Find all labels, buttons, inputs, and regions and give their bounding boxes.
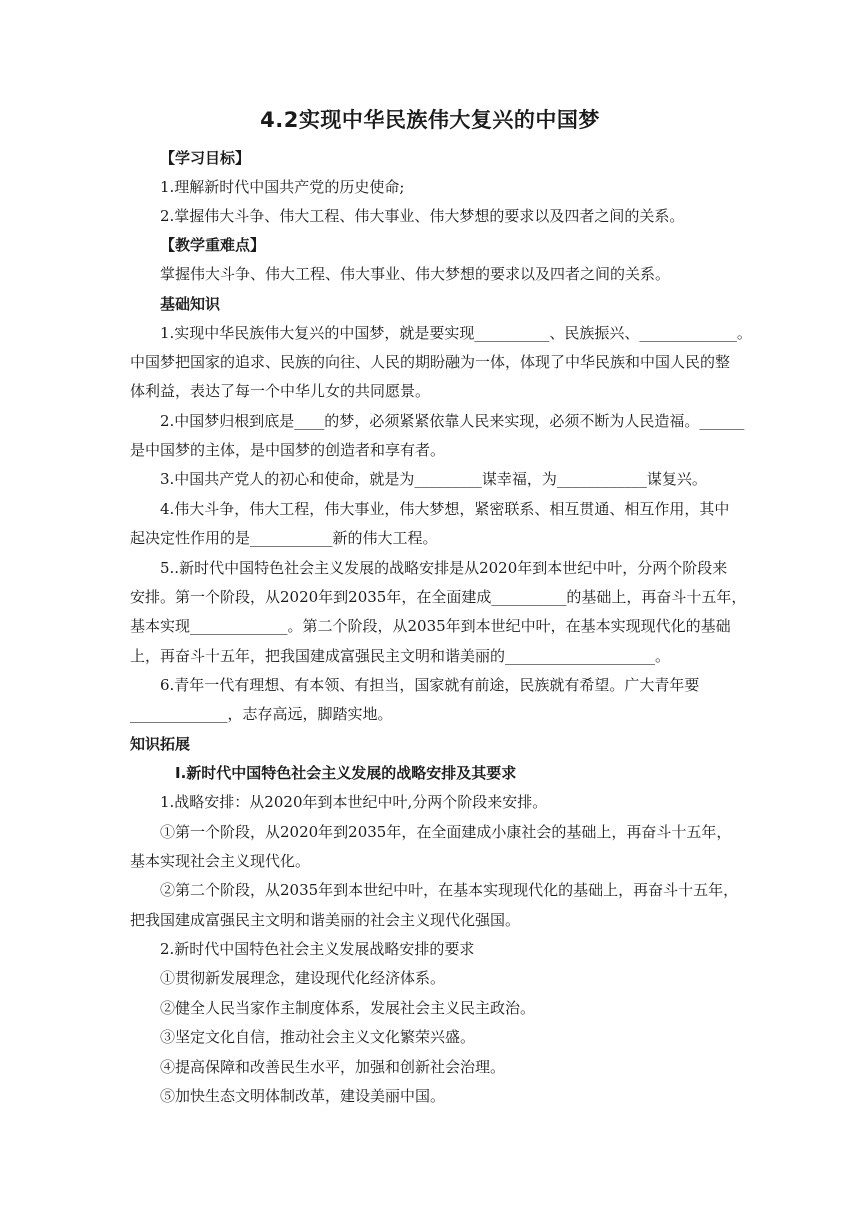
extension-heading: 知识拓展	[130, 735, 191, 753]
extension-line: 基本实现社会主义现代化。	[130, 852, 311, 870]
extension-line: ④提高保障和改善民生水平，加强和创新社会治理。	[160, 1058, 506, 1076]
extension-line: 2.新时代中国特色社会主义发展战略安排的要求	[160, 940, 475, 958]
basics-line: 6.青年一代有理想、有本领、有担当，国家就有前途，民族就有希望。广大青年要	[160, 676, 700, 694]
extension-line: 把我国建成富强民主文明和谐美丽的社会主义现代化强国。	[130, 911, 521, 929]
basics-line: 4.伟大斗争，伟大工程，伟大事业，伟大梦想，紧密联系、相互贯通、相互作用，其中	[160, 500, 730, 518]
basics-line: 3.中国共产党人的初心和使命，就是为_________谋幸福，为____________谋复兴。	[160, 470, 707, 488]
extension-line: ②健全人民当家作主制度体系，发展社会主义民主政治。	[160, 999, 536, 1017]
basics-line: 安排。第一个阶段，从2020年到2035年，在全面建成__________的基础上，再奋斗十五年，	[130, 588, 747, 606]
basics-line: 体利益，表达了每一个中华儿女的共同愿景。	[130, 382, 431, 400]
key-points-text: 掌握伟大斗争、伟大工程、伟大事业、伟大梦想的要求以及四者之间的关系。	[160, 265, 671, 283]
objective-item: 1.理解新时代中国共产党的历史使命;	[160, 178, 405, 196]
extension-line: ⑤加快生态文明体制改革，建设美丽中国。	[160, 1087, 446, 1105]
key-points-heading: 【教学重难点】	[160, 236, 266, 254]
basics-heading: 基础知识	[160, 295, 221, 313]
extension-line: 1.战略安排：从2020年到本世纪中叶,分两个阶段来安排。	[160, 793, 548, 811]
extension-line: ①贯彻新发展理念，建设现代化经济体系。	[160, 969, 446, 987]
basics-line: 2.中国梦归根到底是____的梦，必须紧紧依靠人民来实现，必须不断为人民造福。______	[160, 412, 745, 430]
basics-line: _____________，志存高远，脚踏实地。	[130, 705, 393, 723]
page-title: 4.2实现中华民族伟大复兴的中国梦	[260, 108, 600, 132]
extension-line: ③坚定文化自信，推动社会主义文化繁荣兴盛。	[160, 1028, 476, 1046]
basics-line: 基本实现_____________。第二个阶段，从2035年到本世纪中叶，在基本实现现代化的基础	[130, 617, 731, 635]
extension-line: ②第二个阶段，从2035年到本世纪中叶，在基本实现现代化的基础上，再奋斗十五年，	[160, 881, 739, 899]
basics-line: 5..新时代中国特色社会主义发展的战略安排是从2020年到本世纪中叶，分两个阶段来	[160, 559, 728, 577]
extension-line: ①第一个阶段，从2020年到2035年，在全面建成小康社会的基础上，再奋斗十五年，	[160, 823, 732, 841]
basics-line: 起决定性作用的是___________新的伟大工程。	[130, 529, 438, 547]
basics-line: 是中国梦的主体，是中国梦的创造者和享有者。	[130, 441, 446, 459]
objectives-heading: 【学习目标】	[160, 149, 251, 167]
extension-subheading: Ⅰ.新时代中国特色社会主义发展的战略安排及其要求	[175, 764, 517, 782]
basics-line: 上，再奋斗十五年，把我国建成富强民主文明和谐美丽的____________________。	[130, 647, 671, 665]
basics-line: 中国梦把国家的追求、民族的向往、人民的期盼融为一体，体现了中华民族和中国人民的整	[130, 353, 731, 371]
objective-item: 2.掌握伟大斗争、伟大工程、伟大事业、伟大梦想的要求以及四者之间的关系。	[160, 207, 685, 225]
basics-line: 1.实现中华民族伟大复兴的中国梦，就是要实现__________、民族振兴、_____________。	[160, 324, 752, 342]
